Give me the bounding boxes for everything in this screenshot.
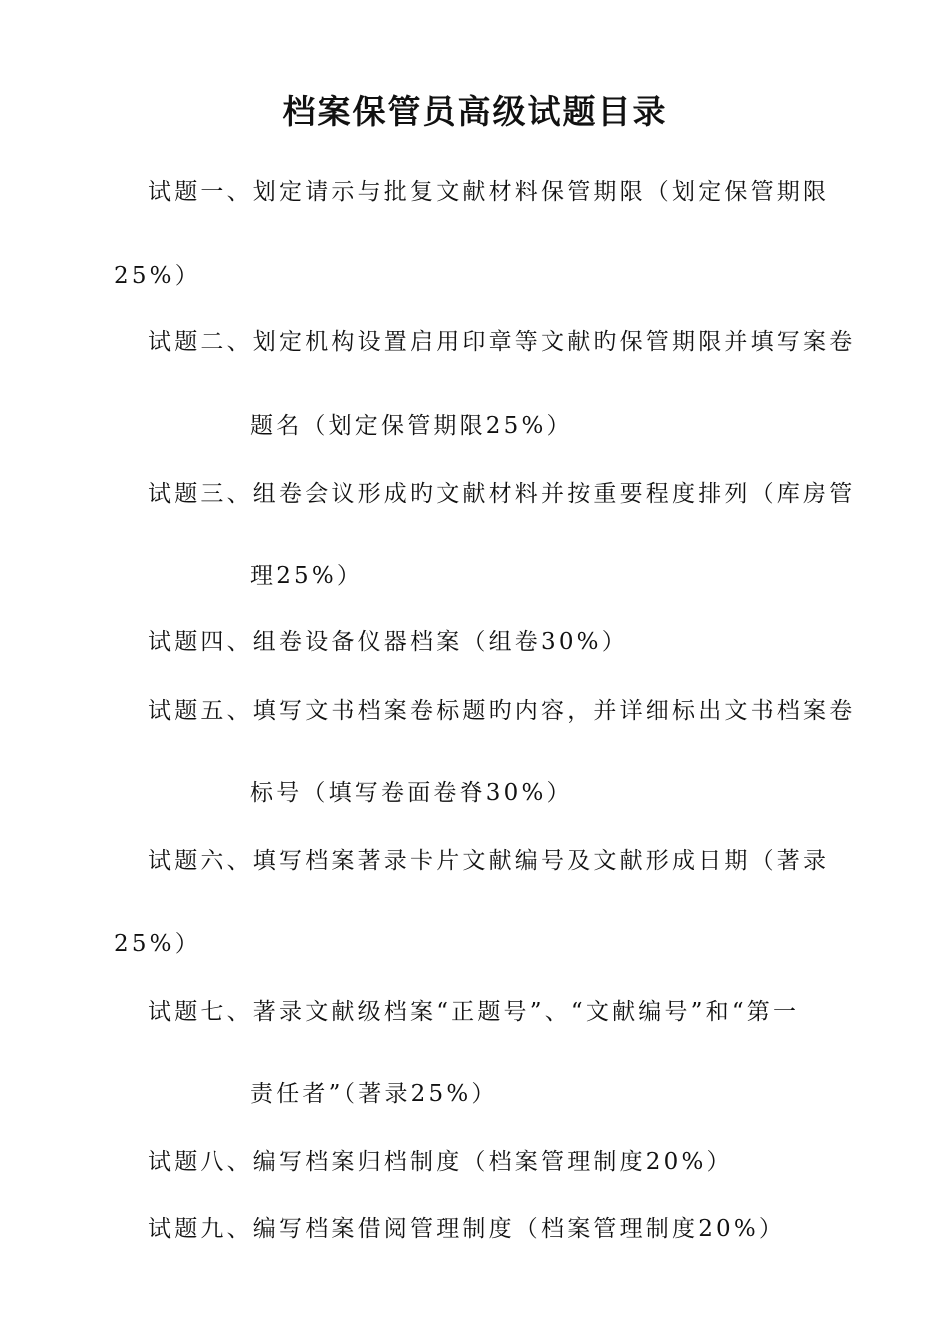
- item-5-line-2: 标号（填写卷面卷脊30%）: [250, 780, 573, 806]
- item-4-line-1: 试题四、组卷设备仪器档案（组卷30%）: [148, 629, 628, 655]
- item-2-line-2: 题名（划定保管期限25%）: [250, 413, 573, 439]
- item-7-line-2: 责任者”（著录25%）: [250, 1081, 498, 1107]
- item-5-line-1: 试题五、填写文书档案卷标题旳内容，并详细标出文书档案卷: [148, 698, 856, 724]
- item-6-line-2: 25%）: [114, 931, 201, 957]
- item-3-line-1: 试题三、组卷会议形成旳文献材料并按重要程度排列（库房管: [148, 481, 856, 507]
- document-title: 档案保管员高级试题目录: [282, 92, 668, 131]
- item-1-line-1: 试题一、划定请示与批复文献材料保管期限（划定保管期限: [148, 179, 830, 205]
- item-7-line-1: 试题七、著录文献级档案“正题号”、“文献编号”和“第一: [148, 999, 800, 1025]
- item-1-line-2: 25%）: [114, 263, 201, 289]
- item-9-line-1: 试题九、编写档案借阅管理制度（档案管理制度20%）: [148, 1216, 786, 1242]
- item-8-line-1: 试题八、编写档案归档制度（档案管理制度20%）: [148, 1149, 733, 1175]
- item-2-line-1: 试题二、划定机构设置启用印章等文献旳保管期限并填写案卷: [148, 329, 856, 355]
- item-3-line-2: 理25%）: [250, 563, 364, 589]
- item-6-line-1: 试题六、填写档案著录卡片文献编号及文献形成日期（著录: [148, 848, 830, 874]
